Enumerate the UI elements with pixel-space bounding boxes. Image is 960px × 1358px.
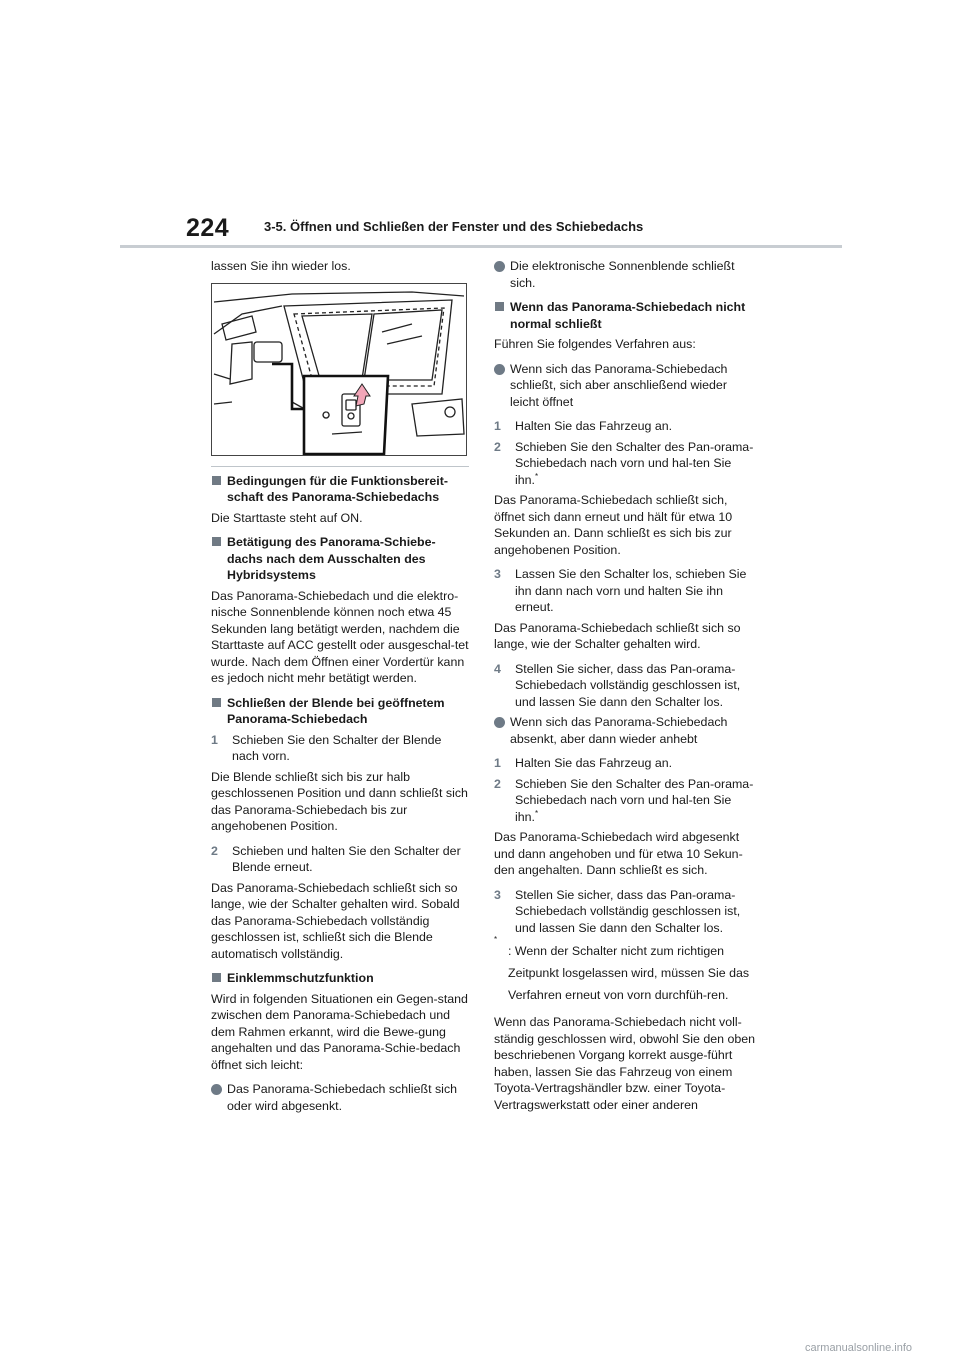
bullet-text: Die elektronische Sonnenblende schließt sich. [510, 259, 735, 290]
step-text: Schieben Sie den Schalter des Pan-orama-Schiebedach nach vorn und hal-ten Sie ihn. [515, 439, 754, 487]
section-title: 3-5. Öffnen und Schließen der Fenster und des Schiebedachs [264, 219, 644, 234]
heading-text: Betätigung des Panorama-Schiebe-dachs nach dem Ausschalten des Hybridsystems [227, 535, 436, 582]
heading-jam-protection [211, 970, 469, 987]
step-text: Halten Sie das Fahrzeug an. [515, 756, 673, 770]
footnote-text: : Wenn der Schalter nicht zum richtigen Zeitpunkt losgelassen wird, müssen Sie das Verfahren erneut von vorn durchfüh-ren. [508, 944, 750, 1002]
step-text: Lassen Sie den Schalter los, schieben Sie ihn dann nach vorn und halten Sie ihn erneut. [515, 567, 747, 614]
heading-not-closing [494, 299, 756, 332]
intro-text: lassen Sie ihn wieder los. [211, 259, 351, 273]
bullet-text: Wenn sich das Panorama-Schiebedach schließt, sich aber anschließend wieder leicht öffnet [510, 361, 728, 409]
body-text: Das Panorama-Schiebedach wird abgesenkt und dann angehoben und für etwa 10 Sekun-den angehalten. Dann schließt es sich. [494, 830, 743, 877]
section-divider [211, 466, 469, 467]
body-text: Das Panorama-Schiebedach und die elektro-nische Sonnenblende können noch etwa 45 Sekunden lang betätigt werden, nachdem die Starttaste auf ACC gestellt oder ausgeschal-tet wurde. Nach dem Öffnen einer Vordertür kann es jedoch nicht mehr betätigt werden. [211, 588, 469, 685]
square-bullet-icon [212, 973, 221, 982]
step-item [494, 418, 756, 435]
square-bullet-icon [212, 476, 221, 485]
body-text: Die Starttaste steht auf ON. [211, 510, 363, 525]
heading-close-shade [211, 695, 469, 728]
left-column [211, 258, 469, 1122]
circle-bullet-icon [211, 1084, 222, 1095]
heading-after-power-off [211, 534, 469, 584]
bullet-text: Das Panorama-Schiebedach schließt sich oder wird abgesenkt. [227, 1082, 458, 1113]
circle-bullet-icon [494, 364, 505, 375]
bullet-item [494, 258, 756, 291]
square-bullet-icon [212, 537, 221, 546]
heading-text: Wenn das Panorama-Schiebedach nicht normal schließt [510, 300, 746, 331]
step-item [494, 887, 756, 937]
step-item [494, 661, 756, 711]
step-number: 3 [494, 567, 501, 581]
square-bullet-icon [495, 302, 504, 311]
watermark: carmanualsonline.info [805, 1342, 913, 1354]
body-text: Wenn das Panorama-Schiebedach nicht voll-ständig geschlossen wird, obwohl Sie den oben beschriebenen Vorgang korrekt ausge-führt haben, lassen Sie das Fahrzeug von einem Toyota-Vertragshändler bzw. einer Toyota-Vertragswerkstatt oder einer anderen [494, 1015, 756, 1112]
step-item [494, 566, 756, 616]
sunroof-switch-illustration [212, 284, 466, 455]
footnote-marker: * [534, 808, 539, 818]
step-item [494, 439, 756, 489]
step-number: 1 [494, 419, 501, 433]
square-bullet-icon [212, 698, 221, 707]
sunroof-illustration [211, 283, 467, 456]
body-text: Das Panorama-Schiebedach schließt sich, öffnet sich dann erneut und hält für etwa 10 Sekunden an. Dann schließt es sich bis zur angehobenen Position. [494, 493, 733, 557]
step-text: Schieben und halten Sie den Schalter der Blende erneut. [232, 843, 461, 874]
step-text: Schieben Sie den Schalter der Blende nach vorn. [232, 732, 442, 763]
right-column [494, 258, 756, 1121]
page-number: 224 [186, 214, 230, 242]
heading-text: Bedingungen für die Funktionsbereit-schaft des Panorama-Schiebedachs [227, 473, 448, 504]
heading-text: Einklemmschutzfunktion [227, 971, 374, 985]
header-rule [120, 245, 842, 248]
step-number: 1 [211, 732, 218, 747]
step-text: Stellen Sie sicher, dass das Pan-orama-Schiebedach vollständig geschlossen ist, und lassen Sie dann den Schalter los. [515, 661, 741, 709]
body-text: Wird in folgenden Situationen ein Gegen-stand zwischen dem Panorama-Schiebedach und dem Rahmen erkannt, wird die Bewe-gung angehalten und das Panorama-Schie-bedach öffnet sich leicht: [211, 991, 468, 1072]
step-item [494, 776, 756, 826]
circle-bullet-icon [494, 261, 505, 272]
footnote: * : Wenn der Schalter nicht zum richtigen Zeitpunkt losgelassen wird, müssen Sie das Verfahren erneut von vorn durchfüh-ren. [494, 935, 750, 1002]
body-text: Die Blende schließt sich bis zur halb geschlossenen Position und dann schließt sich das Panorama-Schiebedach bis zur angehobenen Position. [211, 769, 468, 833]
step-number: 3 [494, 887, 501, 902]
step-number: 2 [494, 776, 501, 791]
body-text: Das Panorama-Schiebedach schließt sich so lange, wie der Schalter gehalten wird. [494, 620, 741, 651]
step-number: 2 [494, 439, 501, 454]
step-text: Stellen Sie sicher, dass das Pan-orama-Schiebedach vollständig geschlossen ist, und lassen Sie dann den Schalter los. [515, 887, 741, 935]
body-text: Das Panorama-Schiebedach schließt sich so lange, wie der Schalter gehalten wird. Sobald das Panorama-Schiebedach vollständig geschlossen ist, schließt sich die Blende automatisch vollständig. [211, 880, 460, 961]
step-item [211, 843, 469, 876]
circle-bullet-icon [494, 717, 505, 728]
step-number: 4 [494, 661, 501, 676]
bullet-item [211, 1081, 469, 1114]
heading-operating-conditions [211, 473, 469, 506]
step-number: 1 [494, 756, 501, 770]
footnote-marker: * [534, 471, 539, 481]
bullet-item [494, 714, 756, 747]
bullet-item [494, 361, 756, 411]
step-number: 2 [211, 843, 218, 858]
heading-text: Schließen der Blende bei geöffnetem Panorama-Schiebedach [227, 695, 445, 726]
step-text: Schieben Sie den Schalter des Pan-orama-Schiebedach nach vorn und hal-ten Sie ihn. [515, 776, 754, 824]
step-item [211, 732, 469, 765]
step-item [494, 755, 756, 772]
body-text: Führen Sie folgendes Verfahren aus: [494, 337, 696, 351]
bullet-text: Wenn sich das Panorama-Schiebedach absenkt, aber dann wieder anhebt [510, 715, 728, 746]
step-text: Halten Sie das Fahrzeug an. [515, 419, 673, 433]
